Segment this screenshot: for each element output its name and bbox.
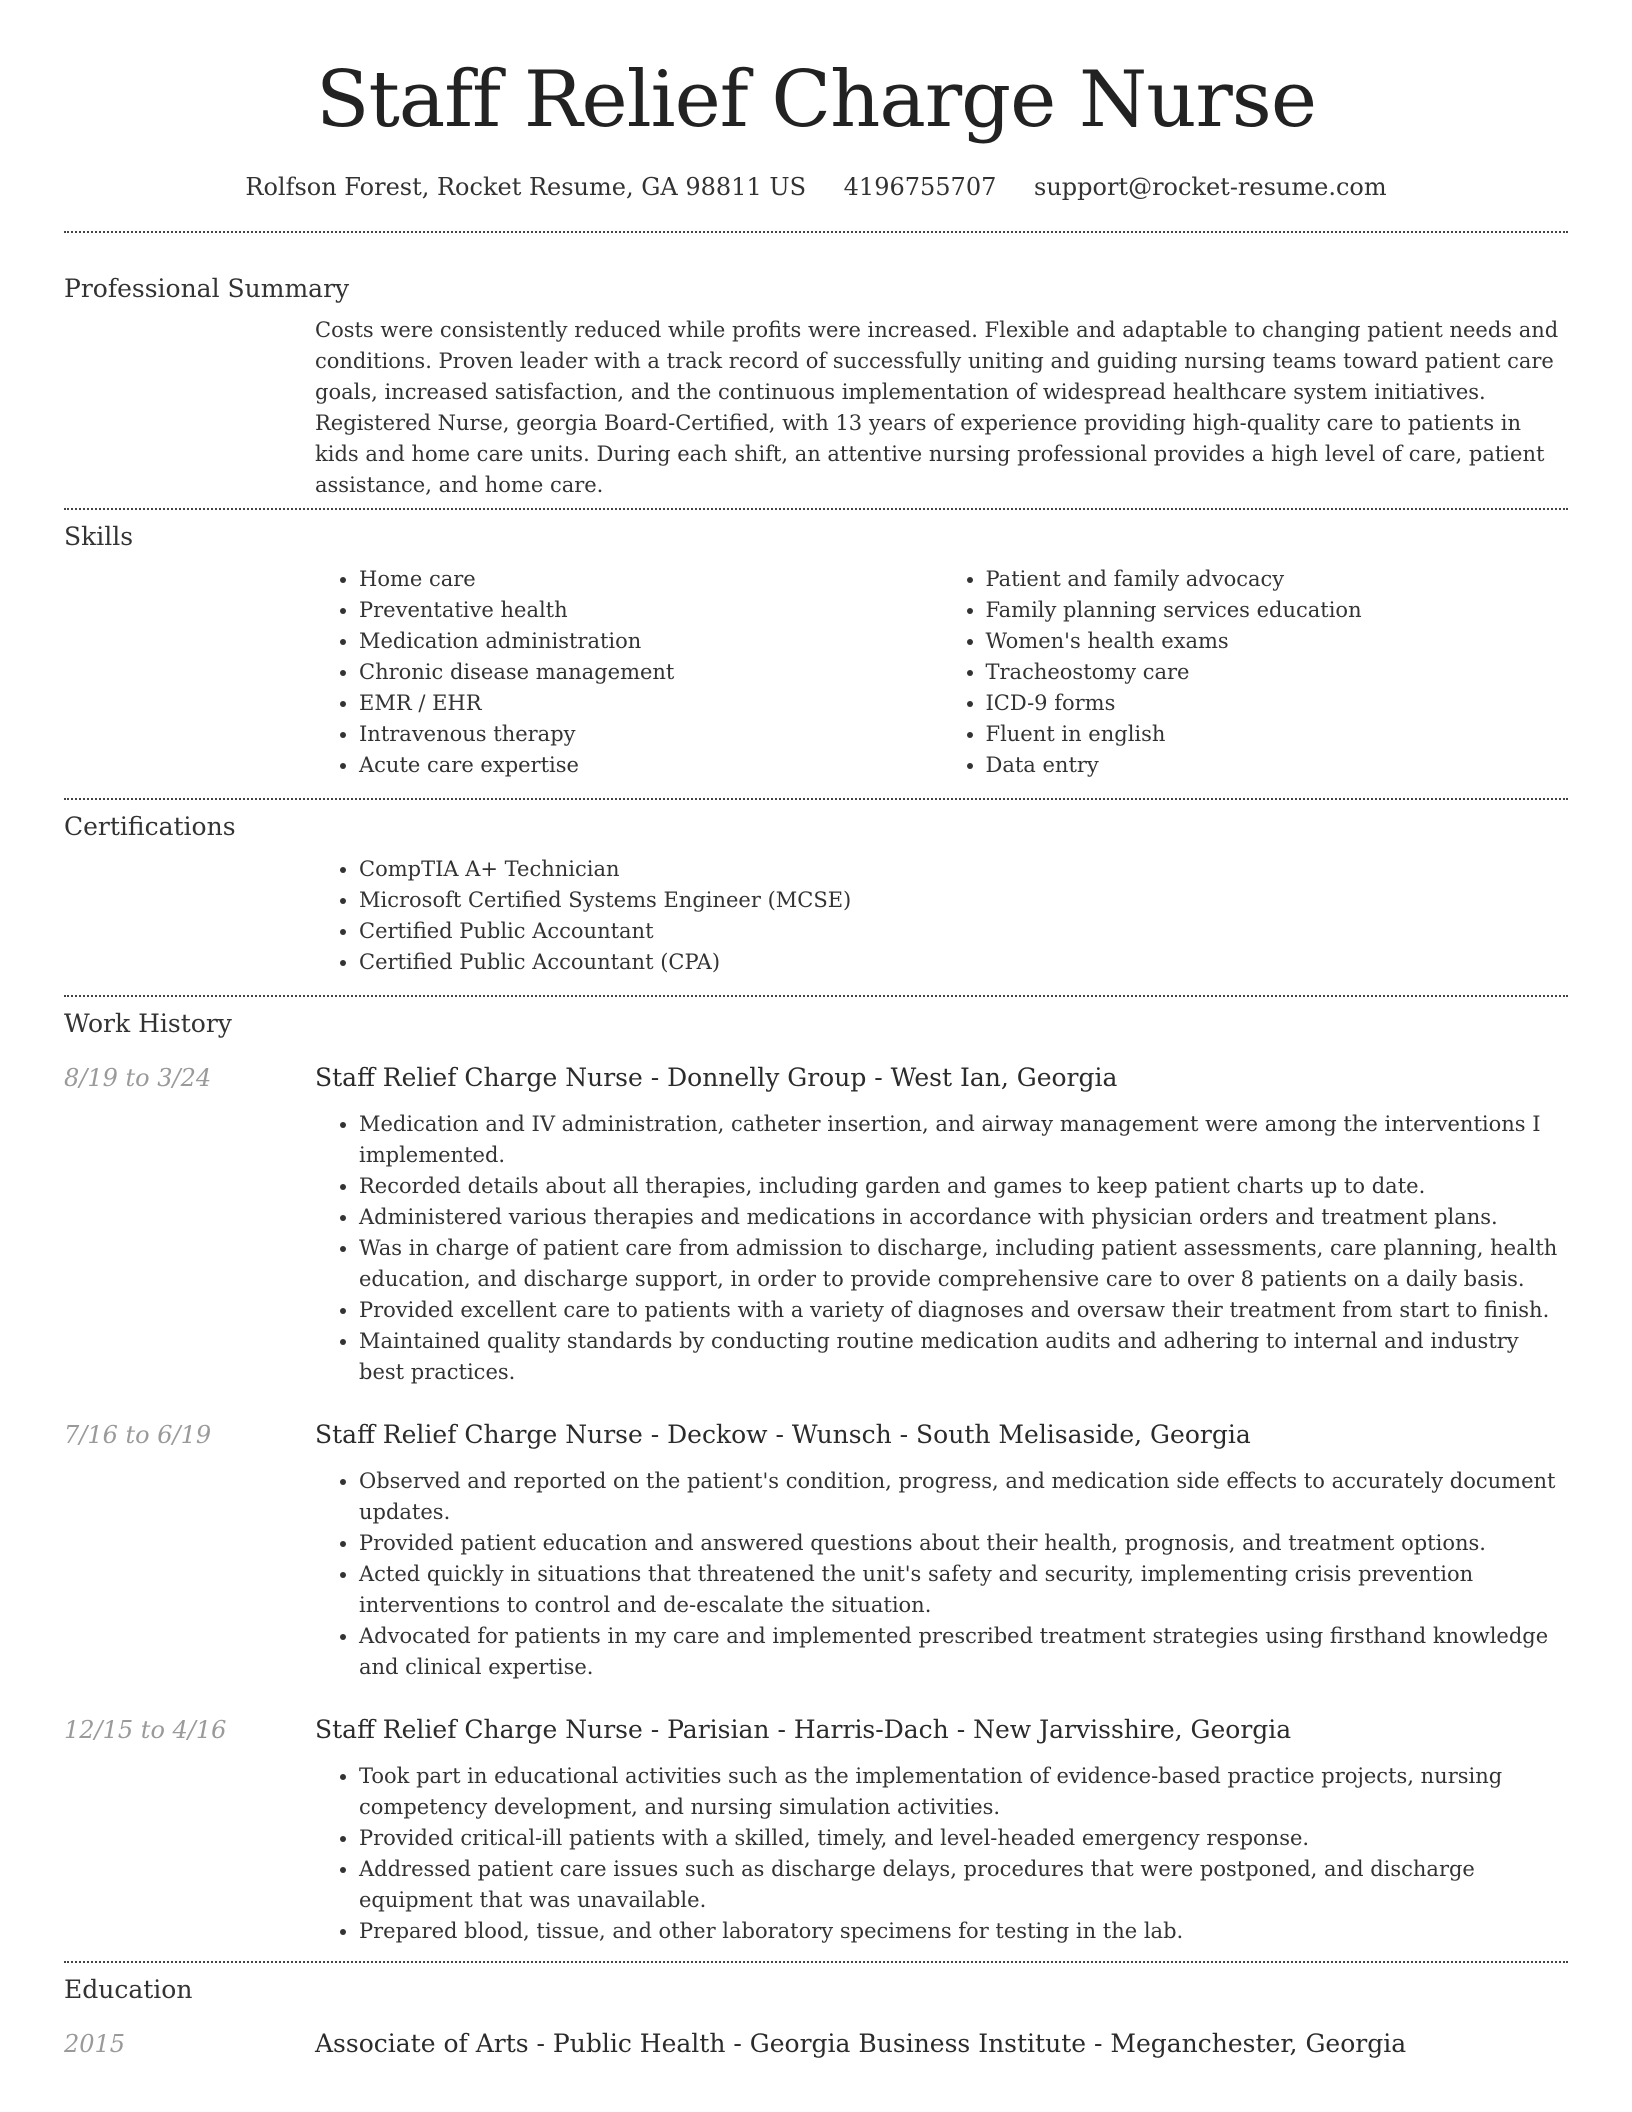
job-duties: [315, 1109, 1568, 1388]
education-section: [64, 1973, 1568, 2061]
job-entry: [64, 1061, 1568, 1388]
job-bullet: • Provided critical-ill patients with a skilled, timely, and level-headed emergency response.: [359, 1823, 1568, 1854]
job-entry: [64, 1418, 1568, 1683]
job-bullet: • Prepared blood, tissue, and other laboratory specimens for testing in the lab.: [359, 1916, 1568, 1947]
summary-section: [64, 272, 1568, 501]
work-history-title: Work History: [64, 1009, 232, 1038]
skills-list-right: [942, 564, 1569, 781]
job-entry: [64, 1713, 1568, 1947]
certifications-title: Certifications: [64, 812, 236, 841]
skill-item: • Preventative health: [359, 595, 942, 626]
job-title: Staff Relief Charge Nurse - Donnelly Group - West Ian, Georgia: [315, 1063, 1118, 1092]
certification-item: • Microsoft Certified Systems Engineer (MCSE): [359, 885, 1568, 916]
summary-text: Costs were consistently reduced while profits were increased. Flexible and adaptable to changing patient needs and conditions. Proven leader with a track record of successfully uniting and guiding nursing teams toward patient care goals, increased satisfaction, and the continuous implementation of widespread healthcare system initiatives. Registered Nurse, georgia Board-Certified, with 13 years of experience providing high-quality care to patients in kids and home care units. During each shift, an attentive nursing professional provides a high level of care, patient assistance, and home care.: [315, 318, 1559, 497]
job-duties: [315, 1466, 1568, 1683]
education-year: 2015: [64, 2030, 126, 2058]
certifications-section: [64, 810, 1568, 978]
certification-item: • Certified Public Accountant: [359, 916, 1568, 947]
skills-grid: [315, 564, 1568, 781]
education-header: [64, 2027, 1568, 2061]
certifications-body: [315, 854, 1568, 978]
skills-divider: [64, 798, 1568, 800]
header-divider: [64, 231, 1568, 233]
contact-line: [64, 170, 1568, 204]
job-bullet-list: [315, 1761, 1568, 1947]
summary-divider: [64, 508, 1568, 510]
job-header: [64, 1061, 1568, 1095]
job-bullet: • Observed and reported on the patient's condition, progress, and medication side effects to accurately document updates.: [359, 1466, 1568, 1528]
job-bullet: • Medication and IV administration, catheter insertion, and airway management were among the interventions I implemented.: [359, 1109, 1568, 1171]
contact-phone: 4196755707: [843, 173, 997, 201]
job-dates: 12/15 to 4/16: [64, 1716, 227, 1744]
work-history-section: [64, 1007, 1568, 1947]
job-bullet: • Maintained quality standards by conducting routine medication audits and adhering to internal and industry best practices.: [359, 1326, 1568, 1388]
job-title: Staff Relief Charge Nurse - Deckow - Wunsch - South Melisaside, Georgia: [315, 1420, 1251, 1449]
skill-item: • Medication administration: [359, 626, 942, 657]
resume-page: [64, 0, 1568, 2061]
education-entry: [64, 2027, 1568, 2061]
job-bullet: • Was in charge of patient care from admission to discharge, including patient assessments, care planning, health education, and discharge support, in order to provide comprehensive care to over 8 patients on a daily basis.: [359, 1233, 1568, 1295]
job-bullet: • Took part in educational activities such as the implementation of evidence-based practice projects, nursing competency development, and nursing simulation activities.: [359, 1761, 1568, 1823]
job-bullet: • Recorded details about all therapies, including garden and games to keep patient charts up to date.: [359, 1171, 1568, 1202]
skills-list-left: [315, 564, 942, 781]
skill-item: • Intravenous therapy: [359, 719, 942, 750]
work-history-divider: [64, 1961, 1568, 1963]
job-duties: [315, 1761, 1568, 1947]
job-bullet: • Administered various therapies and medications in accordance with physician orders and treatment plans.: [359, 1202, 1568, 1233]
job-bullet: • Provided excellent care to patients with a variety of diagnoses and oversaw their treatment from start to finish.: [359, 1295, 1568, 1326]
job-bullet: • Addressed patient care issues such as discharge delays, procedures that were postponed, and discharge equipment that was unavailable.: [359, 1854, 1568, 1916]
skill-item: • Family planning services education: [986, 595, 1569, 626]
skill-item: • Acute care expertise: [359, 750, 942, 781]
summary-title: Professional Summary: [64, 274, 350, 303]
job-bullet-list: [315, 1466, 1568, 1683]
education-title: Education: [64, 1975, 193, 2004]
skills-title: Skills: [64, 522, 134, 551]
job-header: [64, 1418, 1568, 1452]
summary-body: [315, 315, 1568, 501]
contact-email: support@rocket-resume.com: [1034, 173, 1387, 201]
certification-item: • Certified Public Accountant (CPA): [359, 947, 1568, 978]
skill-item: • Women's health exams: [986, 626, 1569, 657]
skills-section: [64, 520, 1568, 781]
job-bullet: • Provided patient education and answered questions about their health, prognosis, and treatment options.: [359, 1528, 1568, 1559]
skill-item: • Data entry: [986, 750, 1569, 781]
certifications-list: [315, 854, 1568, 978]
certification-item: • CompTIA A+ Technician: [359, 854, 1568, 885]
skill-item: • Home care: [359, 564, 942, 595]
job-bullet-list: [315, 1109, 1568, 1388]
skill-item: • ICD-9 forms: [986, 688, 1569, 719]
job-bullet: • Acted quickly in situations that threatened the unit's safety and security, implementing crisis prevention interventions to control and de-escalate the situation.: [359, 1559, 1568, 1621]
contact-address: Rolfson Forest, Rocket Resume, GA 98811 US: [245, 173, 807, 201]
resume-name: Staff Relief Charge Nurse: [316, 55, 1316, 145]
job-header: [64, 1713, 1568, 1747]
job-title: Staff Relief Charge Nurse - Parisian - Harris-Dach - New Jarvisshire, Georgia: [315, 1715, 1292, 1744]
certifications-divider: [64, 995, 1568, 997]
skill-item: • Fluent in english: [986, 719, 1569, 750]
education-degree: Associate of Arts - Public Health - Georgia Business Institute - Meganchester, Georgia: [315, 2029, 1407, 2058]
job-dates: 8/19 to 3/24: [64, 1064, 212, 1092]
skill-item: • EMR / EHR: [359, 688, 942, 719]
skill-item: • Patient and family advocacy: [986, 564, 1569, 595]
job-bullet: • Advocated for patients in my care and implemented prescribed treatment strategies using firsthand knowledge and clinical expertise.: [359, 1621, 1568, 1683]
skill-item: • Tracheostomy care: [986, 657, 1569, 688]
skill-item: • Chronic disease management: [359, 657, 942, 688]
job-dates: 7/16 to 6/19: [64, 1421, 212, 1449]
